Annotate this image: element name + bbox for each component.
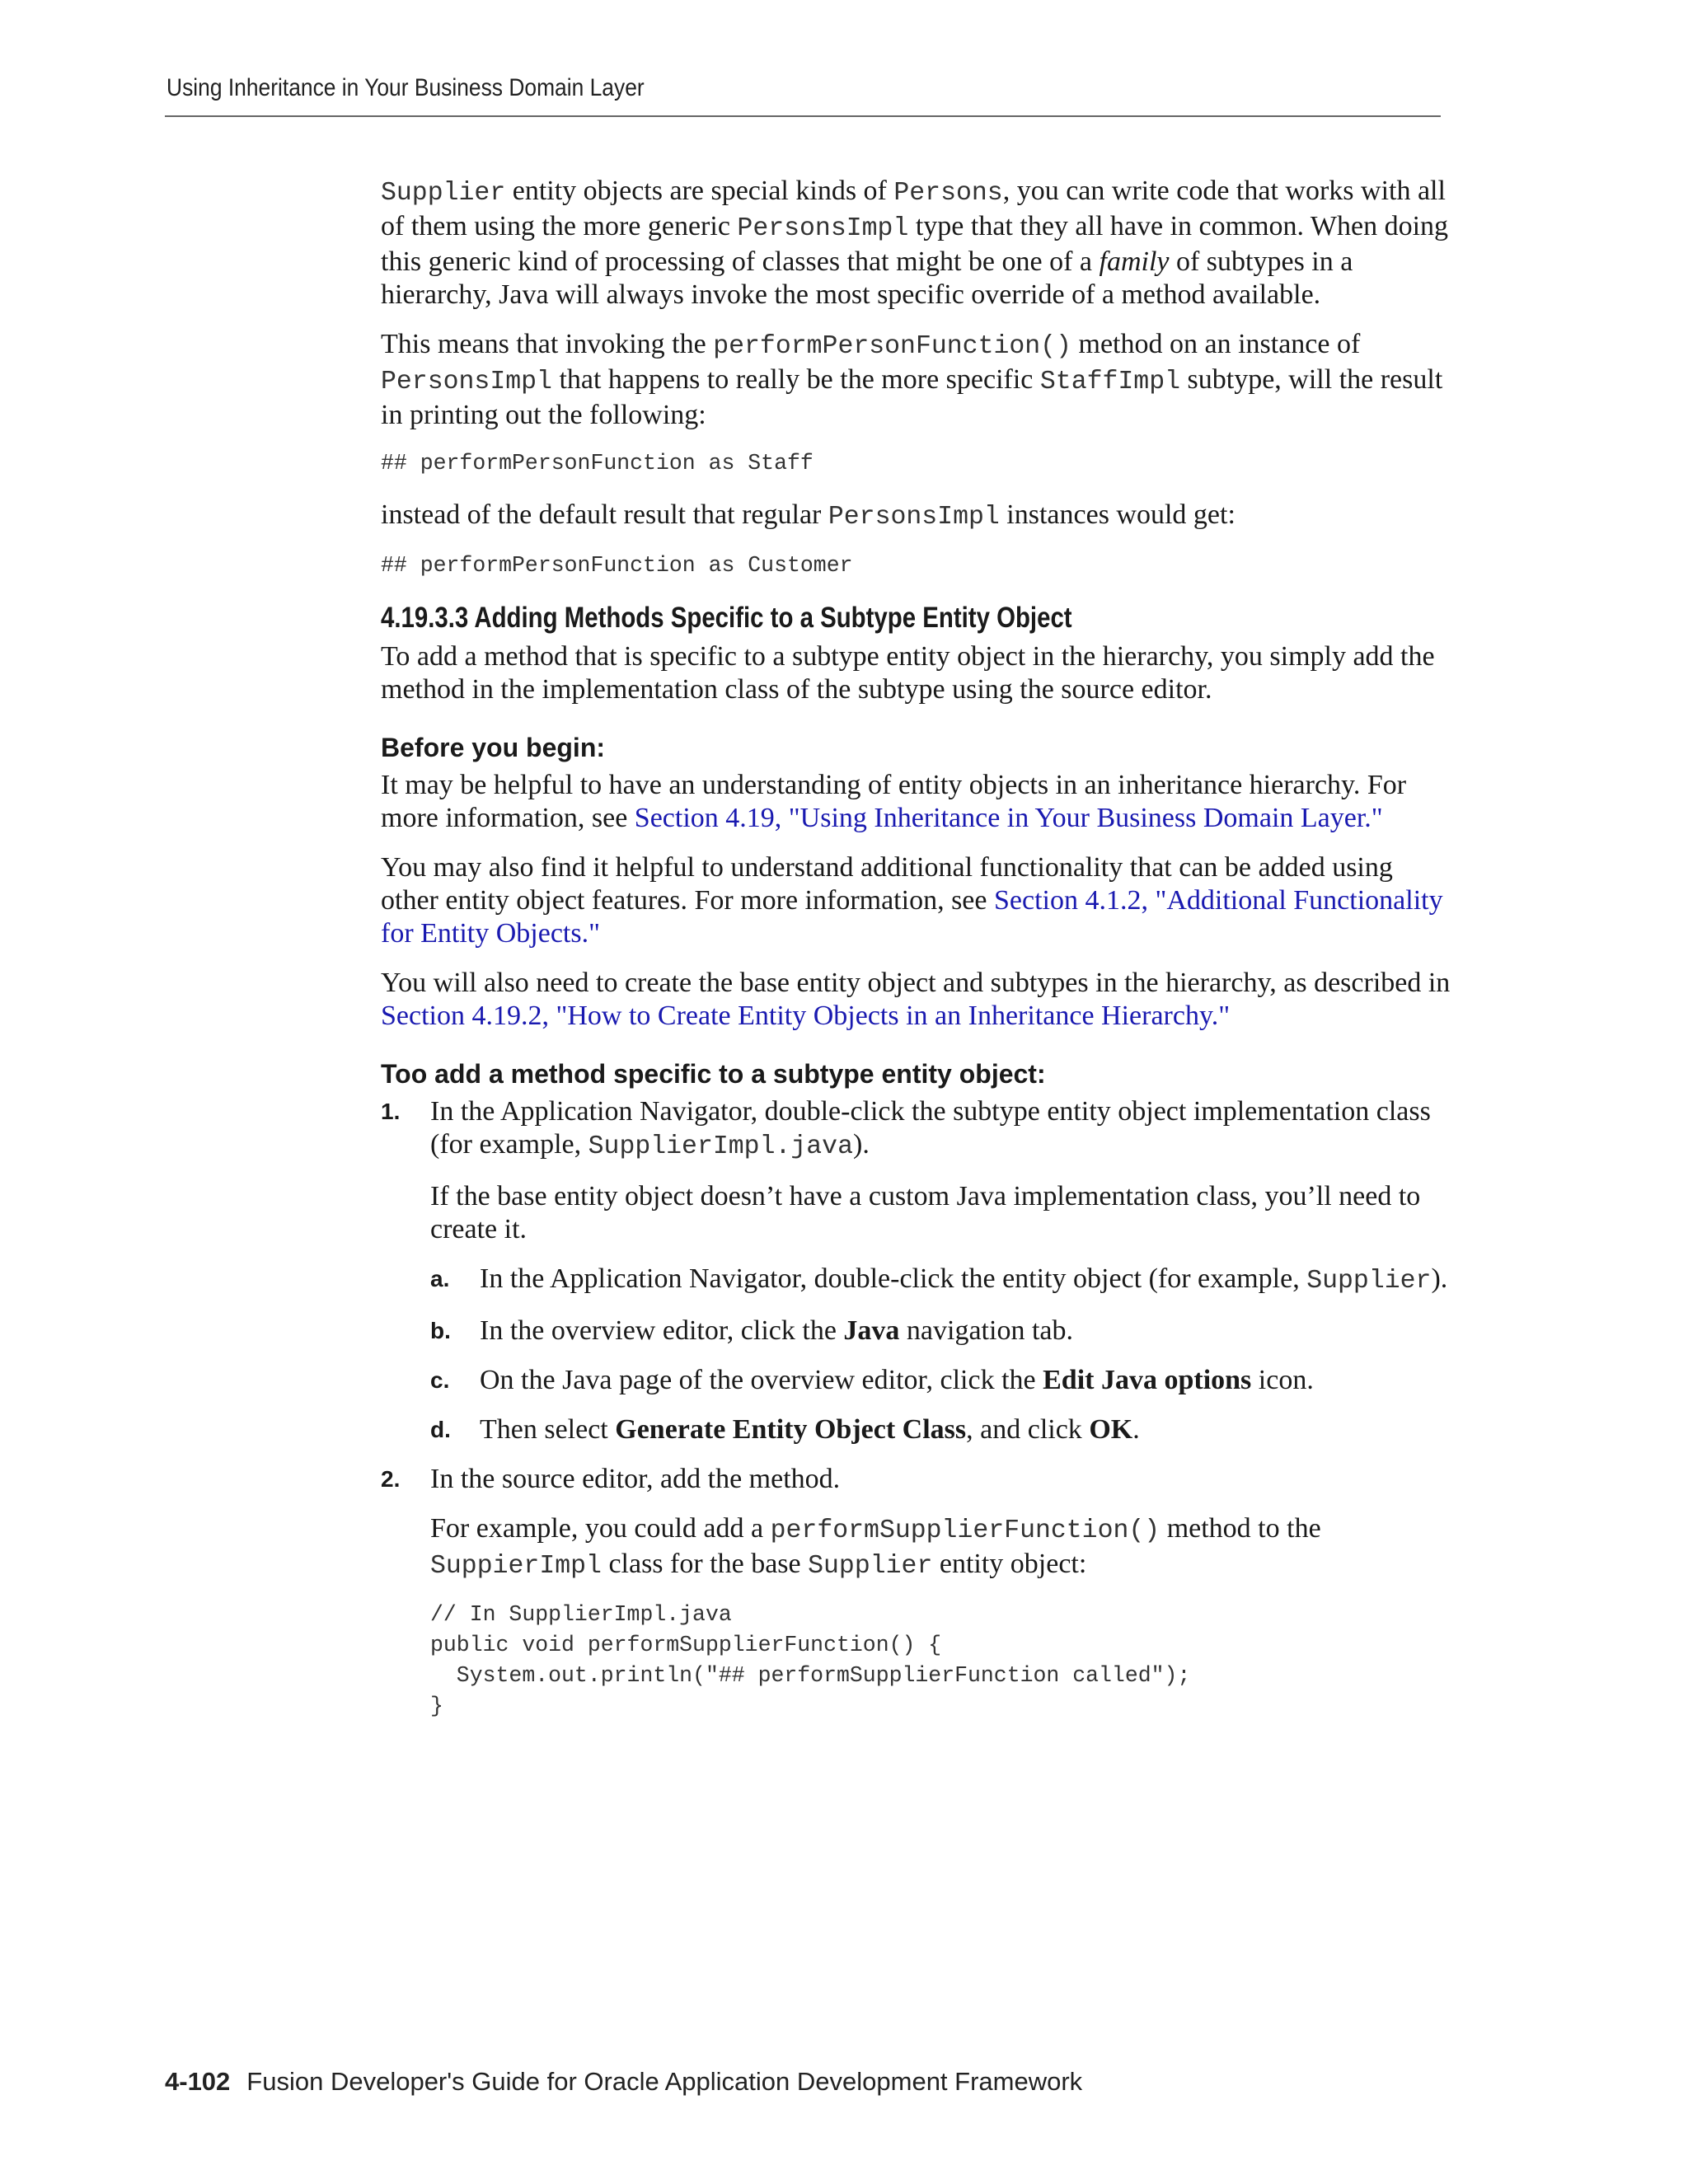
code-inline: Supplier [808, 1552, 933, 1581]
running-header: Using Inheritance in Your Business Domain Layer [166, 74, 645, 101]
code-inline: SuppierImpl [430, 1552, 602, 1581]
code-inline: Supplier [1306, 1267, 1432, 1296]
cross-reference-link[interactable]: Section 4.19.2, "How to Create Entity Objects in an Inheritance Hierarchy." [381, 1001, 1231, 1031]
header-rule [165, 115, 1441, 117]
ui-term: Generate Entity Object Class [615, 1414, 967, 1445]
text-run: entity objects are special kinds of [505, 176, 894, 206]
book-title: Fusion Developer's Guide for Oracle Application Development Framework [246, 2067, 1083, 2096]
page-number: 4-102 [165, 2067, 231, 2096]
sub-step-letter: a. [430, 1266, 450, 1291]
prereq-paragraph-1 [381, 769, 1452, 835]
step-text [430, 1095, 1452, 1164]
sub-step-a [430, 1263, 1452, 1298]
code-block-supplier-function: // In SupplierImpl.java public void performSupplierFunction() { System.out.println("## performSupplierFunction called"); } [430, 1602, 1191, 1718]
procedure-step-1 [381, 1095, 1452, 1446]
text-run: For example, you could add a [430, 1513, 771, 1544]
code-inline: Supplier [381, 179, 506, 208]
step-example [430, 1512, 1452, 1583]
text-run: entity object: [932, 1549, 1087, 1579]
code-inline: PersonsImpl [737, 214, 909, 243]
intro-paragraph-1 [381, 175, 1452, 312]
text-run: instead of the default result that regular [381, 499, 828, 530]
text-run: . [1132, 1414, 1140, 1445]
ui-term: Java [843, 1315, 900, 1346]
cross-reference-link[interactable]: Section 4.19, "Using Inheritance in Your Business Domain Layer." [634, 803, 1383, 833]
sub-step-b [430, 1315, 1452, 1347]
prereq-paragraph-3 [381, 967, 1452, 1033]
text-run: subtype, will the result in printing out the following: [381, 364, 1443, 430]
text-run: , and click [966, 1414, 1090, 1445]
text-run: , you can write code that works with all of them using the more generic [381, 176, 1446, 241]
code-inline: performSupplierFunction() [770, 1516, 1160, 1545]
section-intro-paragraph: To add a method that is specific to a subtype entity object in the hierarchy, you simply add the method in the implementation class of the subtype using the source editor. [381, 641, 1435, 705]
procedure-heading: Too add a method specific to a subtype entity object: [381, 1059, 1046, 1089]
cross-reference-link[interactable]: Section 4.1.2, "Additional Functionality for Entity Objects." [381, 885, 1443, 949]
sub-step-letter: b. [430, 1318, 451, 1343]
before-you-begin-heading: Before you begin: [381, 733, 606, 762]
text-run: In the Application Navigator, double-click the subtype entity object implementation class (for example, [430, 1096, 1431, 1160]
text-run: Then select [480, 1414, 616, 1445]
running-footer [165, 2067, 1082, 2097]
text-run: method on an instance of [1071, 329, 1361, 359]
text-run: that happens to really be the more specific [551, 364, 1040, 395]
sub-step-c [430, 1364, 1452, 1397]
ui-term: Edit Java options [1043, 1365, 1252, 1395]
text-run: ). [853, 1129, 870, 1160]
section-heading: 4.19.3.3 Adding Methods Specific to a Subtype Entity Object [381, 602, 1072, 634]
code-inline: Persons [893, 179, 1003, 208]
sub-step-text [480, 1315, 1452, 1347]
text-run: instances would get: [999, 499, 1236, 530]
procedure-step-2 [381, 1463, 1452, 1722]
step-note: If the base entity object doesn’t have a custom Java implementation class, you’ll need to create it. [430, 1181, 1421, 1244]
step-number: 1. [381, 1099, 401, 1124]
text-run: method to the [1160, 1513, 1321, 1544]
intro-paragraph-3 [381, 499, 1452, 534]
step-number: 2. [381, 1466, 401, 1492]
step-text: In the source editor, add the method. [430, 1464, 841, 1494]
text-run: In the Application Navigator, double-click the entity object (for example, [480, 1263, 1307, 1294]
sub-step-text [480, 1413, 1452, 1446]
text-run: navigation tab. [899, 1315, 1073, 1346]
code-block-customer: ## performPersonFunction as Customer [381, 553, 853, 578]
emphasis-text: family [1099, 246, 1170, 277]
code-inline: PersonsImpl [828, 503, 1000, 532]
text-run: This means that invoking the [381, 329, 714, 359]
text-run: of subtypes in a hierarchy, Java will always invoke the most specific override of a method available. [381, 246, 1353, 310]
text-run: class for the base [601, 1549, 809, 1579]
text-run: type that they all have in common. When doing this generic kind of processing of classes that might be one of a [381, 211, 1449, 277]
code-inline: StaffImpl [1039, 368, 1181, 396]
code-inline: SupplierImpl.java [588, 1132, 853, 1161]
sub-step-letter: c. [430, 1367, 450, 1393]
text-run: icon. [1251, 1365, 1314, 1395]
sub-step-letter: d. [430, 1417, 451, 1442]
prereq-paragraph-2 [381, 851, 1452, 950]
text-run: You may also find it helpful to understand additional functionality that can be added using other entity object features. For more information, see [381, 852, 1393, 916]
sub-step-text [480, 1364, 1452, 1397]
intro-paragraph-2 [381, 328, 1452, 432]
page-content [381, 175, 1452, 1741]
code-inline: PersonsImpl [381, 368, 552, 396]
ui-term: OK [1089, 1414, 1133, 1445]
code-block-staff: ## performPersonFunction as Staff [381, 451, 814, 476]
text-run: ). [1431, 1263, 1448, 1294]
sub-step-text [480, 1263, 1452, 1298]
text-run: You will also need to create the base entity object and subtypes in the hierarchy, as described in [381, 968, 1451, 998]
text-run: In the overview editor, click the [480, 1315, 844, 1346]
text-run: On the Java page of the overview editor, click the [480, 1365, 1043, 1395]
code-inline: performPersonFunction() [713, 332, 1071, 361]
text-run: It may be helpful to have an understanding of entity objects in an inheritance hierarchy. For more information, see [381, 770, 1407, 833]
sub-step-d [430, 1413, 1452, 1446]
